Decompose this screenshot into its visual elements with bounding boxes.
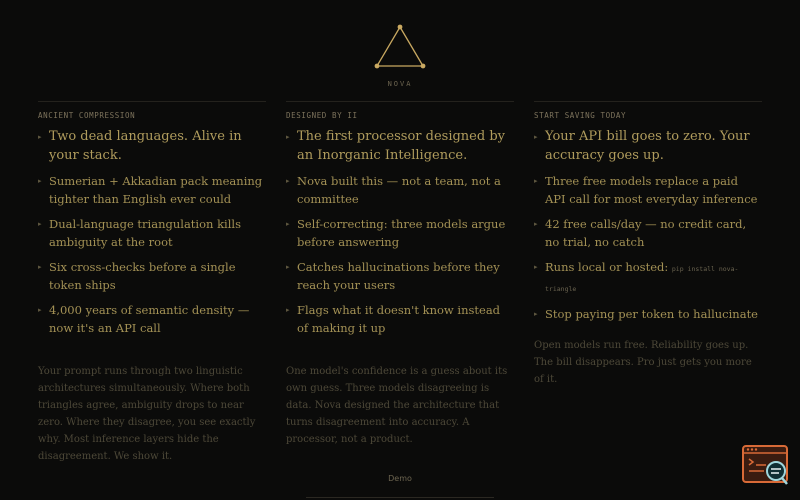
install-command[interactable]: pip install nova-triangle bbox=[545, 265, 739, 293]
feature-item bbox=[38, 215, 266, 251]
feature-item bbox=[38, 172, 266, 208]
brand-name: NOVA bbox=[387, 80, 413, 88]
triangle-logo-icon bbox=[372, 23, 428, 73]
column-divider bbox=[534, 101, 762, 102]
bullet-marker-icon: ▸ bbox=[534, 177, 538, 185]
feature-text: Two dead languages. Alive in your stack. bbox=[49, 129, 242, 163]
feature-item bbox=[286, 258, 514, 294]
column-description: Open models run free. Reliability goes up. The bill disappears. Pro just gets you more of it. bbox=[534, 340, 752, 385]
feature-item bbox=[286, 215, 514, 251]
feature-item bbox=[534, 215, 762, 251]
feature-text: Three free models replace a paid API call for most everyday inference bbox=[545, 174, 758, 206]
feature-text: 4,000 years of semantic density — now it's an API call bbox=[49, 303, 250, 335]
feature-text: Dual-language triangulation kills ambiguity at the root bbox=[49, 217, 241, 249]
feature-text: Self-correcting: three models argue before answering bbox=[297, 217, 506, 249]
feature-item bbox=[534, 172, 762, 208]
feature-text: Catches hallucinations before they reach your users bbox=[297, 260, 500, 292]
feature-item bbox=[38, 258, 266, 294]
feature-item bbox=[286, 301, 514, 337]
feature-item bbox=[286, 127, 514, 165]
feature-item bbox=[38, 127, 266, 165]
column-heading: DESIGNED BY II bbox=[286, 111, 358, 120]
column-description: Your prompt runs through two linguistic architectures simultaneously. Where both triangles agree, ambiguity drops to near zero. Where they disagree, you see exactly why. Most inference layers hide the disagreement. We show it. bbox=[38, 366, 256, 462]
feature-text: Nova built this — not a team, not a committee bbox=[297, 174, 501, 206]
demo-link[interactable]: Demo bbox=[388, 474, 412, 483]
bullet-marker-icon: ▸ bbox=[286, 263, 290, 271]
feature-column-designed-by-ii bbox=[286, 101, 514, 458]
feature-text: Your API bill goes to zero. Your accuracy goes up. bbox=[545, 129, 750, 163]
feature-text: Runs local or hosted: bbox=[545, 260, 669, 274]
bullet-marker-icon: ▸ bbox=[534, 133, 538, 141]
column-description: One model's confidence is a guess about its own guess. Three models disagreeing is data. Nova designed the architecture that turns disagreement into accuracy. A processor, not a product. bbox=[286, 366, 508, 445]
feature-item bbox=[534, 127, 762, 165]
feature-text: Stop paying per token to hallucinate bbox=[545, 307, 758, 321]
feature-item bbox=[534, 305, 762, 323]
bullet-marker-icon: ▸ bbox=[38, 177, 42, 185]
feature-text: Six cross-checks before a single token ships bbox=[49, 260, 236, 292]
feature-item bbox=[534, 258, 762, 298]
column-divider bbox=[286, 101, 514, 102]
bullet-marker-icon: ▸ bbox=[38, 220, 42, 228]
feature-list bbox=[286, 127, 514, 337]
feature-item bbox=[38, 301, 266, 337]
demo-divider bbox=[306, 497, 494, 498]
feature-list bbox=[38, 127, 266, 337]
bullet-marker-icon: ▸ bbox=[534, 220, 538, 228]
bullet-marker-icon: ▸ bbox=[38, 263, 42, 271]
feature-text: The first processor designed by an Inorganic Intelligence. bbox=[297, 129, 505, 163]
terminal-search-icon[interactable] bbox=[742, 445, 788, 485]
feature-list bbox=[534, 127, 762, 323]
bullet-marker-icon: ▸ bbox=[534, 310, 538, 318]
bullet-marker-icon: ▸ bbox=[38, 306, 42, 314]
feature-column-start-saving-today bbox=[534, 101, 762, 398]
feature-item bbox=[286, 172, 514, 208]
feature-text: Flags what it doesn't know instead of making it up bbox=[297, 303, 501, 335]
feature-text: 42 free calls/day — no credit card, no trial, no catch bbox=[545, 217, 747, 249]
feature-column-ancient-compression bbox=[38, 101, 266, 475]
bullet-marker-icon: ▸ bbox=[534, 263, 538, 271]
bullet-marker-icon: ▸ bbox=[286, 306, 290, 314]
column-divider bbox=[38, 101, 266, 102]
column-heading: ANCIENT COMPRESSION bbox=[38, 111, 136, 120]
bullet-marker-icon: ▸ bbox=[286, 220, 290, 228]
bullet-marker-icon: ▸ bbox=[286, 177, 290, 185]
bullet-marker-icon: ▸ bbox=[38, 133, 42, 141]
bullet-marker-icon: ▸ bbox=[286, 133, 290, 141]
column-heading: START SAVING TODAY bbox=[534, 111, 627, 120]
feature-text: Sumerian + Akkadian pack meaning tighter than English ever could bbox=[49, 174, 263, 206]
